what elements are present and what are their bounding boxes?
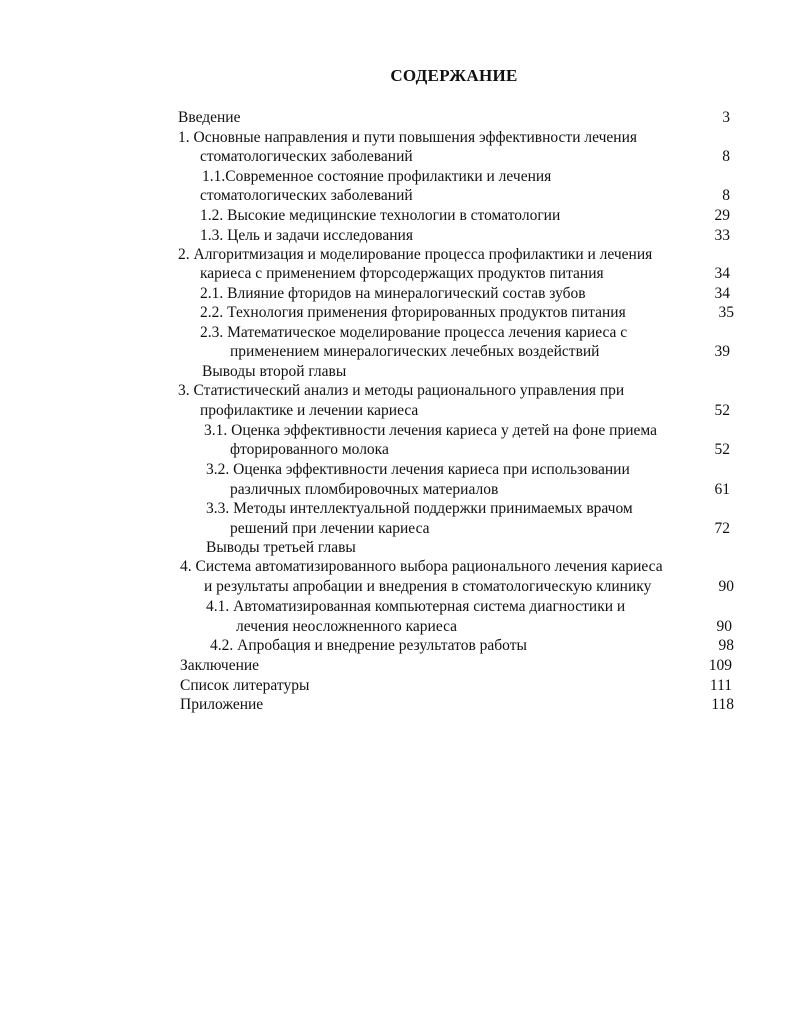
toc-page-1-1: 8 (722, 187, 730, 204)
toc-page-1-2: 29 (714, 207, 730, 224)
toc-entry-ch1: 1. Основные направления и пути повышения эффективности лечения (178, 129, 637, 146)
toc-page-3-3: 72 (714, 520, 730, 537)
toc-entry-2-3: 2.3. Математическое моделирование процесса лечения кариеса с (200, 324, 628, 341)
toc-entry-2-3-cont: применением минералогических лечебных воздействий (230, 343, 600, 360)
toc-entry-conclusions-ch3: Выводы третьей главы (206, 539, 356, 556)
toc-entry-intro: Введение (178, 109, 241, 126)
toc-page-4-1: 90 (716, 618, 732, 635)
toc-entry-2-2: 2.2. Технология применения фторированных продуктов питания (200, 304, 626, 321)
toc-entry-conclusions-ch2: Выводы второй главы (202, 363, 347, 380)
toc-entry-4-1-cont: лечения неосложненного кариеса (236, 618, 458, 635)
toc-entry-references: Список литературы (180, 677, 310, 694)
toc-entry-ch4: 4. Система автоматизированного выбора рационального лечения кариеса (180, 558, 663, 575)
toc-entry-conclusion: Заключение (180, 657, 260, 674)
toc-page-intro: 3 (722, 109, 730, 126)
toc-page-3-1: 52 (714, 441, 730, 458)
toc-page-2-1: 34 (714, 285, 730, 302)
toc-entry-3-3: 3.3. Методы интеллектуальной поддержки принимаемых врачом (206, 500, 633, 517)
toc-page-appendix: 118 (711, 696, 734, 713)
toc-entry-ch2: 2. Алгоритмизация и моделирование процесса профилактики и лечения (178, 246, 653, 263)
toc-page-ch2: 34 (714, 265, 730, 282)
toc-entry-ch3-cont: профилактике и лечении кариеса (200, 402, 419, 419)
toc-entry-ch4-cont: и результаты апробации и внедрения в стоматологическую клинику (204, 578, 652, 595)
toc-entry-3-1: 3.1. Оценка эффективности лечения кариеса у детей на фоне приема (204, 422, 657, 439)
toc-entry-3-2: 3.2. Оценка эффективности лечения кариеса при использовании (206, 461, 630, 478)
toc-entry-4-2: 4.2. Апробация и внедрение результатов работы (210, 637, 527, 654)
toc-page-2-2: 35 (718, 304, 734, 321)
toc-page-ch4: 90 (718, 578, 734, 595)
toc-entry-ch1-cont: стоматологических заболеваний (200, 148, 413, 165)
toc-entry-1-3: 1.3. Цель и задачи исследования (200, 227, 413, 244)
toc-page-references: 111 (709, 677, 732, 694)
toc-entry-3-3-cont: решений при лечении кариеса (230, 520, 430, 537)
toc-page-1-3: 33 (714, 227, 730, 244)
toc-page-conclusion: 109 (708, 657, 732, 674)
toc-entry-ch3: 3. Статистический анализ и методы рационального управления при (178, 382, 625, 399)
toc-entry-appendix: Приложение (180, 696, 264, 713)
toc-page-3-2: 61 (714, 481, 730, 498)
toc-entry-2-1: 2.1. Влияние фторидов на минералогический состав зубов (200, 285, 586, 302)
toc-entry-1-1-cont: стоматологических заболеваний (200, 187, 413, 204)
toc-page-ch1: 8 (722, 148, 730, 165)
toc-entry-3-1-cont: фторированного молока (230, 441, 389, 458)
page-title: СОДЕРЖАНИЕ (390, 66, 518, 85)
toc-entry-ch2-cont: кариеса с применением фторсодержащих продуктов питания (200, 265, 604, 282)
toc-page-2-3: 39 (714, 343, 730, 360)
toc-page-ch3: 52 (714, 402, 730, 419)
toc-page-4-2: 98 (718, 637, 734, 654)
toc-entry-4-1: 4.1. Автоматизированная компьютерная система диагностики и (206, 598, 626, 615)
toc-entry-1-1: 1.1.Современное состояние профилактики и лечения (202, 168, 552, 185)
toc-entry-1-2: 1.2. Высокие медицинские технологии в стоматологии (200, 207, 561, 224)
toc-entry-3-2-cont: различных пломбировочных материалов (230, 481, 499, 498)
